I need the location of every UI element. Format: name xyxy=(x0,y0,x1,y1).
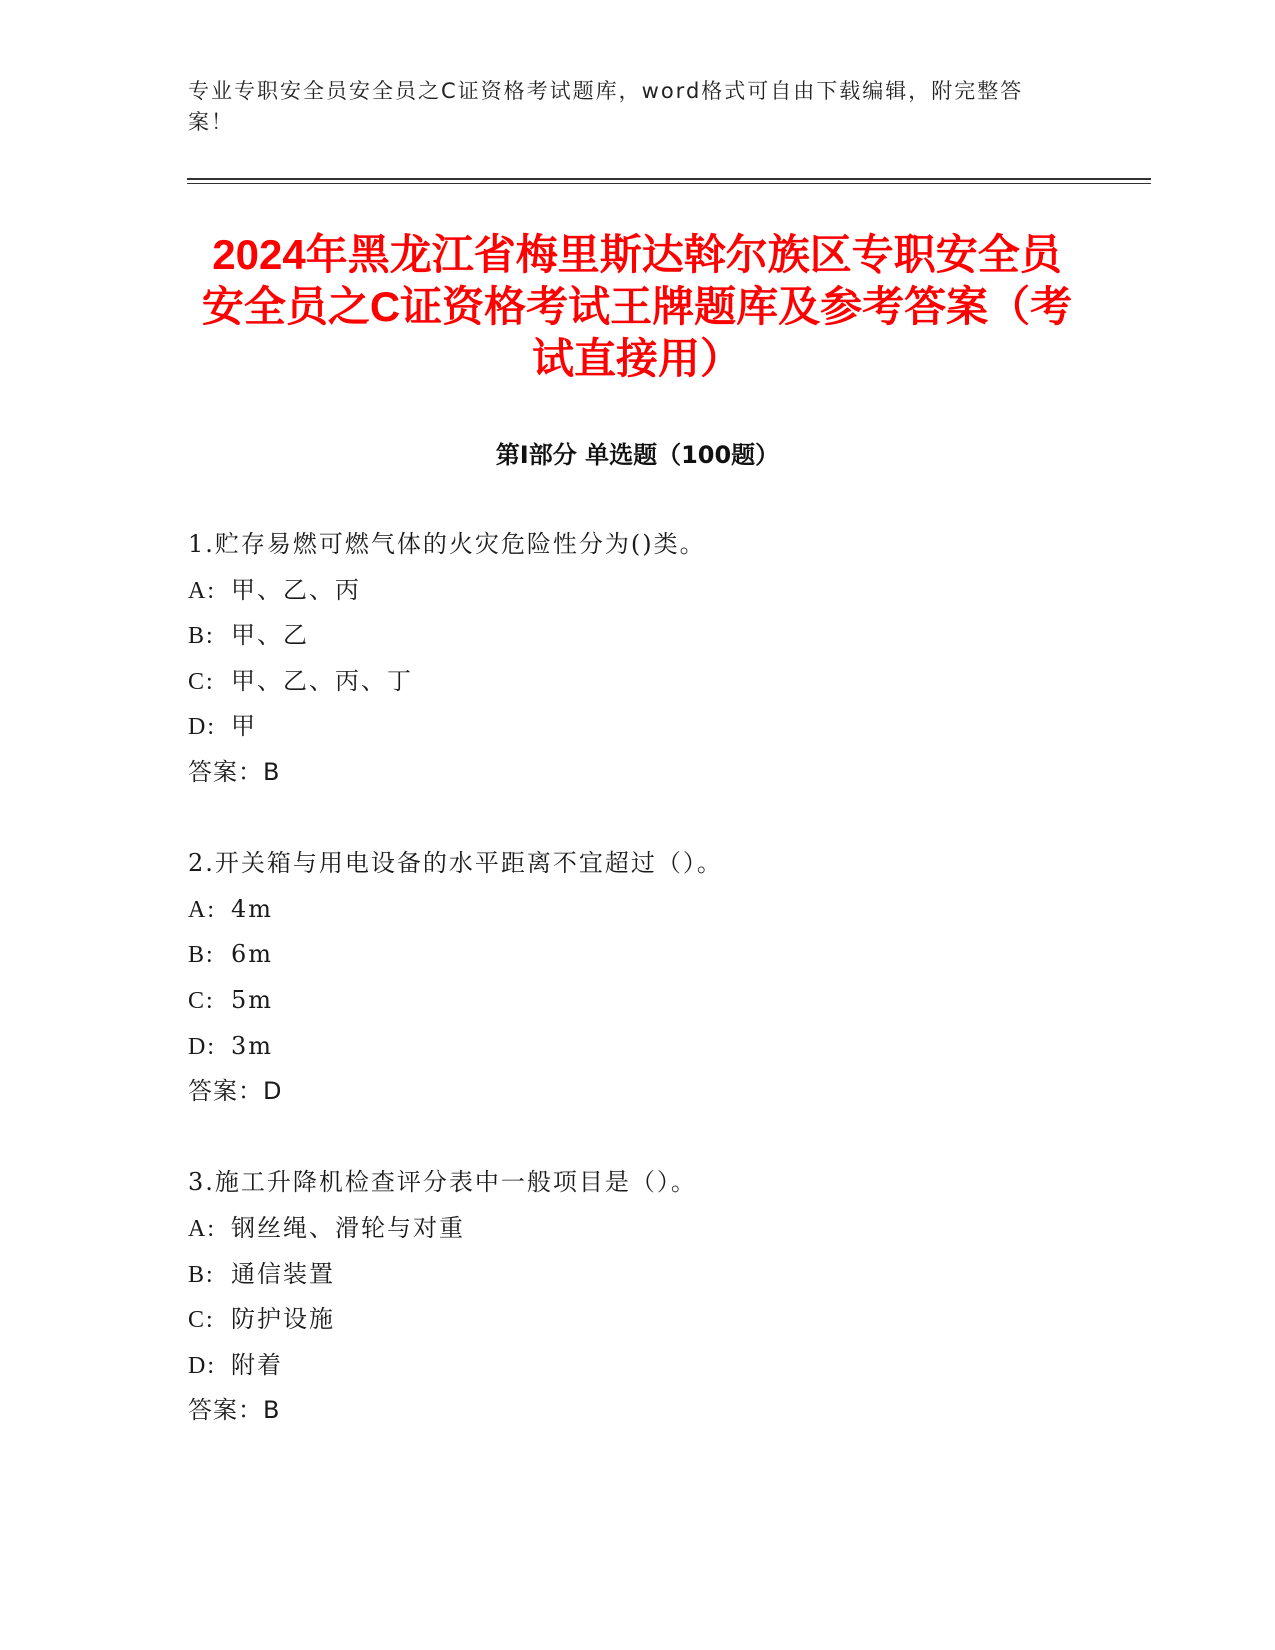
question-stem: 3.施工升降机检查评分表中一般项目是（）。 xyxy=(188,1168,697,1197)
option-b xyxy=(188,1252,1138,1298)
option-key: B: xyxy=(188,1261,215,1288)
option-text: 3m xyxy=(231,1031,274,1060)
header-divider xyxy=(187,178,1151,184)
option-d xyxy=(188,704,1138,750)
answer-value: B xyxy=(263,757,281,786)
option-key: C: xyxy=(188,1307,215,1334)
answer-label: 答案： xyxy=(188,1077,263,1106)
option-text: 5m xyxy=(231,985,274,1014)
option-key: D: xyxy=(188,714,216,741)
question-item xyxy=(188,841,1138,1115)
option-key: D: xyxy=(188,1352,216,1379)
answer-line xyxy=(188,750,1138,796)
option-key: C: xyxy=(188,668,215,695)
option-key: D: xyxy=(188,1033,216,1060)
document-title: 2024年黑龙江省梅里斯达斡尔族区专职安全员安全员之C证资格考试王牌题库及参考答案（考试直接用） xyxy=(201,231,1073,382)
option-a xyxy=(188,887,1138,933)
option-b xyxy=(188,932,1138,978)
question-list xyxy=(188,522,1138,1479)
question-item xyxy=(188,1160,1138,1434)
option-text: 附着 xyxy=(231,1350,283,1379)
answer-line xyxy=(188,1069,1138,1115)
document-header-note: 专业专职安全员安全员之C证资格考试题库，word格式可自由下载编辑，附完整答案！ xyxy=(188,79,1024,134)
option-text: 4m xyxy=(231,894,274,923)
section-heading: 第I部分 单选题（100题） xyxy=(495,441,780,469)
option-key: A: xyxy=(188,896,216,923)
option-key: C: xyxy=(188,987,215,1014)
question-stem: 1.贮存易燃可燃气体的火灾危险性分为()类。 xyxy=(188,530,706,558)
option-c xyxy=(188,659,1138,705)
question-item xyxy=(188,522,1138,796)
answer-value: B xyxy=(263,1396,281,1425)
answer-value: D xyxy=(263,1077,283,1106)
option-text: 甲、乙 xyxy=(231,621,309,650)
option-key: B: xyxy=(188,942,215,969)
option-a xyxy=(188,1206,1138,1252)
option-text: 钢丝绳、滑轮与对重 xyxy=(231,1213,465,1242)
option-b xyxy=(188,613,1138,659)
option-text: 甲、乙、丙、丁 xyxy=(231,666,413,695)
option-c xyxy=(188,1297,1138,1343)
option-text: 6m xyxy=(231,940,274,969)
option-text: 甲、乙、丙 xyxy=(231,575,361,604)
option-d xyxy=(188,1024,1138,1070)
option-text: 通信装置 xyxy=(231,1259,335,1288)
option-a xyxy=(188,568,1138,614)
answer-line xyxy=(188,1388,1138,1434)
option-key: B: xyxy=(188,623,215,650)
answer-label: 答案： xyxy=(188,757,263,786)
option-text: 甲 xyxy=(231,712,257,741)
answer-label: 答案： xyxy=(188,1396,263,1425)
option-key: A: xyxy=(188,1215,216,1242)
option-key: A: xyxy=(188,577,216,604)
option-c xyxy=(188,978,1138,1024)
option-text: 防护设施 xyxy=(231,1305,335,1334)
question-stem: 2.开关箱与用电设备的水平距离不宜超过（）。 xyxy=(188,849,723,878)
option-d xyxy=(188,1343,1138,1389)
